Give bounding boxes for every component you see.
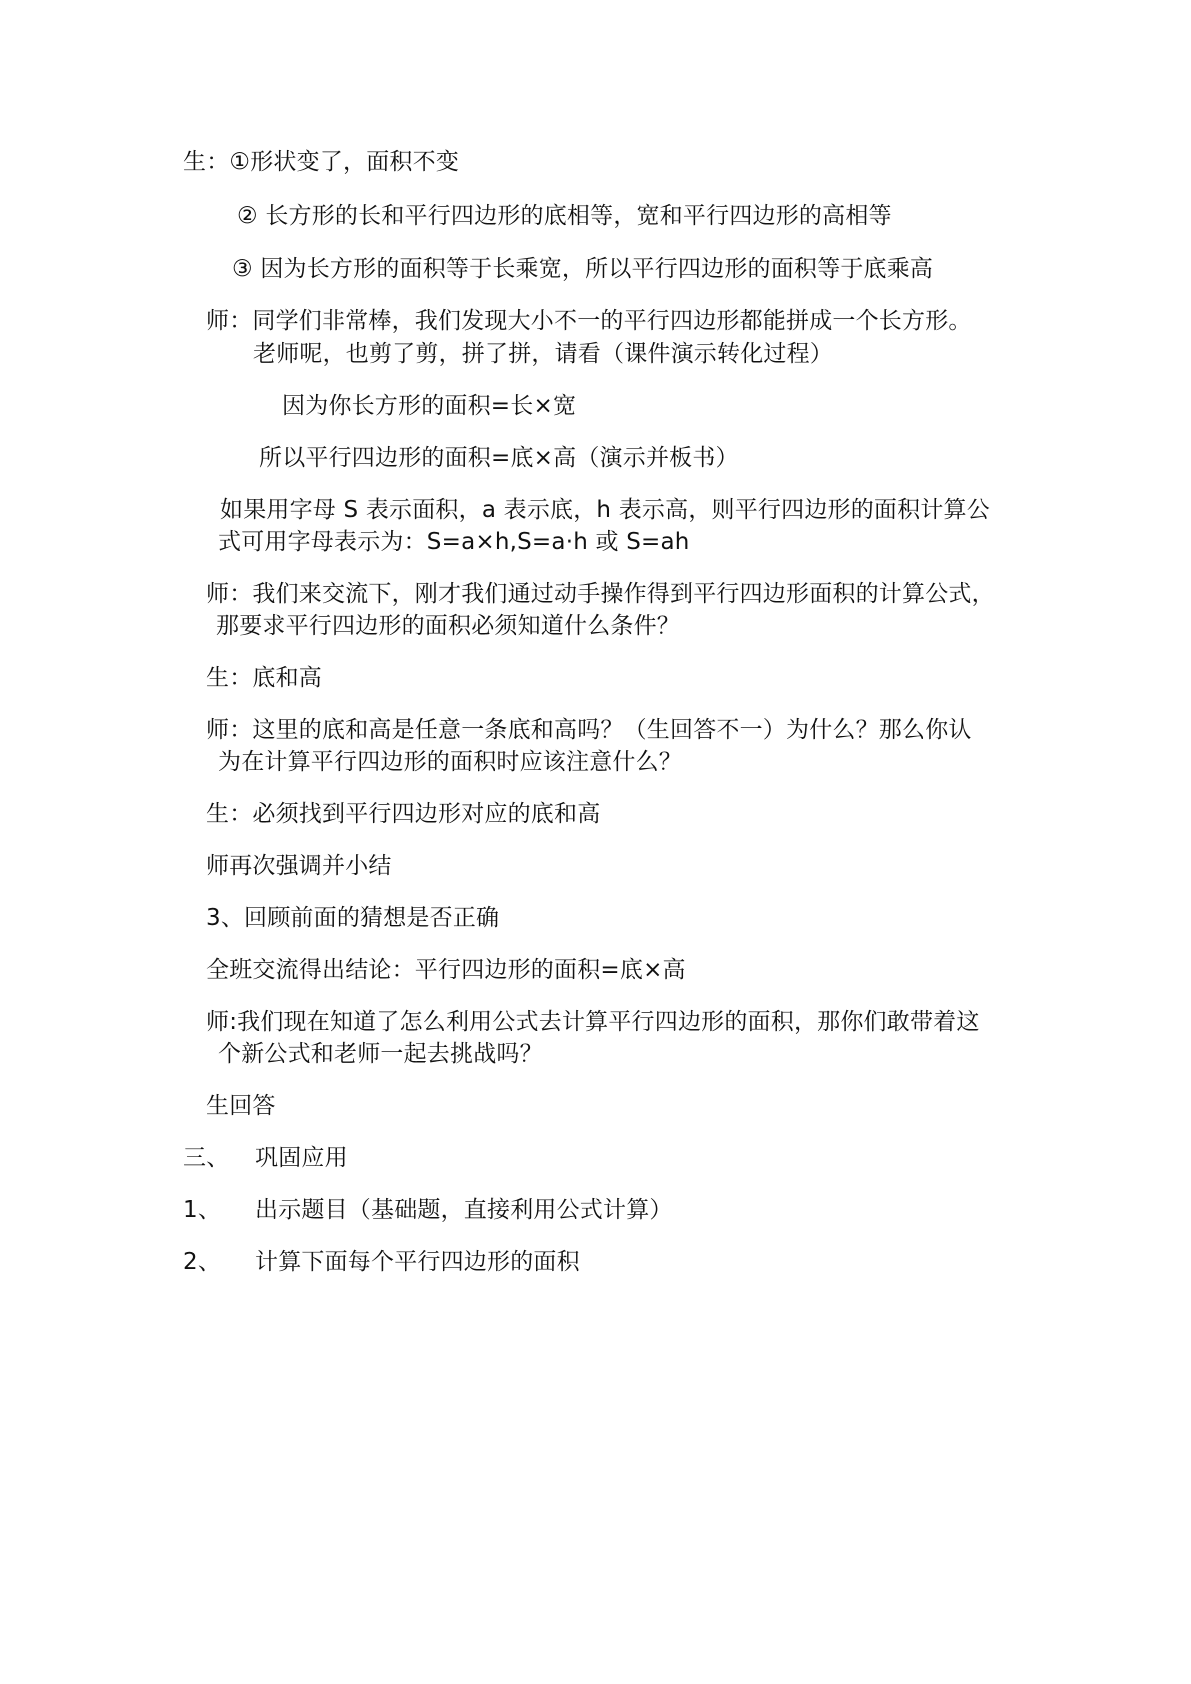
text-line: 因为你长方形的面积=长×宽 [282,393,577,419]
text-line: 生：①形状变了，面积不变 [183,149,460,175]
list-item-number: 1、 [183,1197,222,1223]
list-item-number: 2、 [183,1249,222,1275]
text-line: 师：我们来交流下，刚才我们通过动手操作得到平行四边形面积的计算公式， [206,581,995,607]
section-heading [183,1142,348,1174]
text-line: ② 长方形的长和平行四边形的底相等，宽和平行四边形的高相等 [237,203,892,229]
list-item [183,1246,580,1278]
list-item-text: 计算下面每个平行四边形的面积 [255,1249,580,1275]
text-line: 如果用字母 S 表示面积，a 表示底，h 表示高，则平行四边形的面积计算公 [220,497,990,523]
text-line: 生回答 [206,1093,276,1119]
text-line: 师:我们现在知道了怎么利用公式去计算平行四边形的面积，那你们敢带着这 [206,1009,980,1035]
text-line: 所以平行四边形的面积=底×高（演示并板书） [259,445,739,471]
text-line: 3、回顾前面的猜想是否正确 [206,905,500,931]
text-line: 老师呢，也剪了剪，拼了拼，请看（课件演示转化过程） [253,341,833,367]
section-title: 巩固应用 [255,1145,348,1171]
text-line: 个新公式和老师一起去挑战吗？ [218,1041,543,1067]
text-line: 师再次强调并小结 [206,853,392,879]
text-line: 式可用字母表示为：S=a×h,S=a·h 或 S=ah [218,529,690,555]
list-item-text: 出示题目（基础题，直接利用公式计算） [255,1197,673,1223]
text-line: 师：这里的底和高是任意一条底和高吗？（生回答不一）为什么？那么你认 [206,717,972,743]
list-item [183,1194,673,1226]
text-line: ③ 因为长方形的面积等于长乘宽，所以平行四边形的面积等于底乘高 [232,256,934,282]
text-line: 生：必须找到平行四边形对应的底和高 [206,801,601,827]
section-number: 三、 [183,1145,230,1171]
text-line: 那要求平行四边形的面积必须知道什么条件？ [216,613,680,639]
text-line: 生：底和高 [206,665,322,691]
text-line: 全班交流得出结论：平行四边形的面积=底×高 [206,957,686,983]
text-line: 为在计算平行四边形的面积时应该注意什么？ [218,749,682,775]
text-line: 师：同学们非常棒，我们发现大小不一的平行四边形都能拼成一个长方形。 [206,308,972,334]
